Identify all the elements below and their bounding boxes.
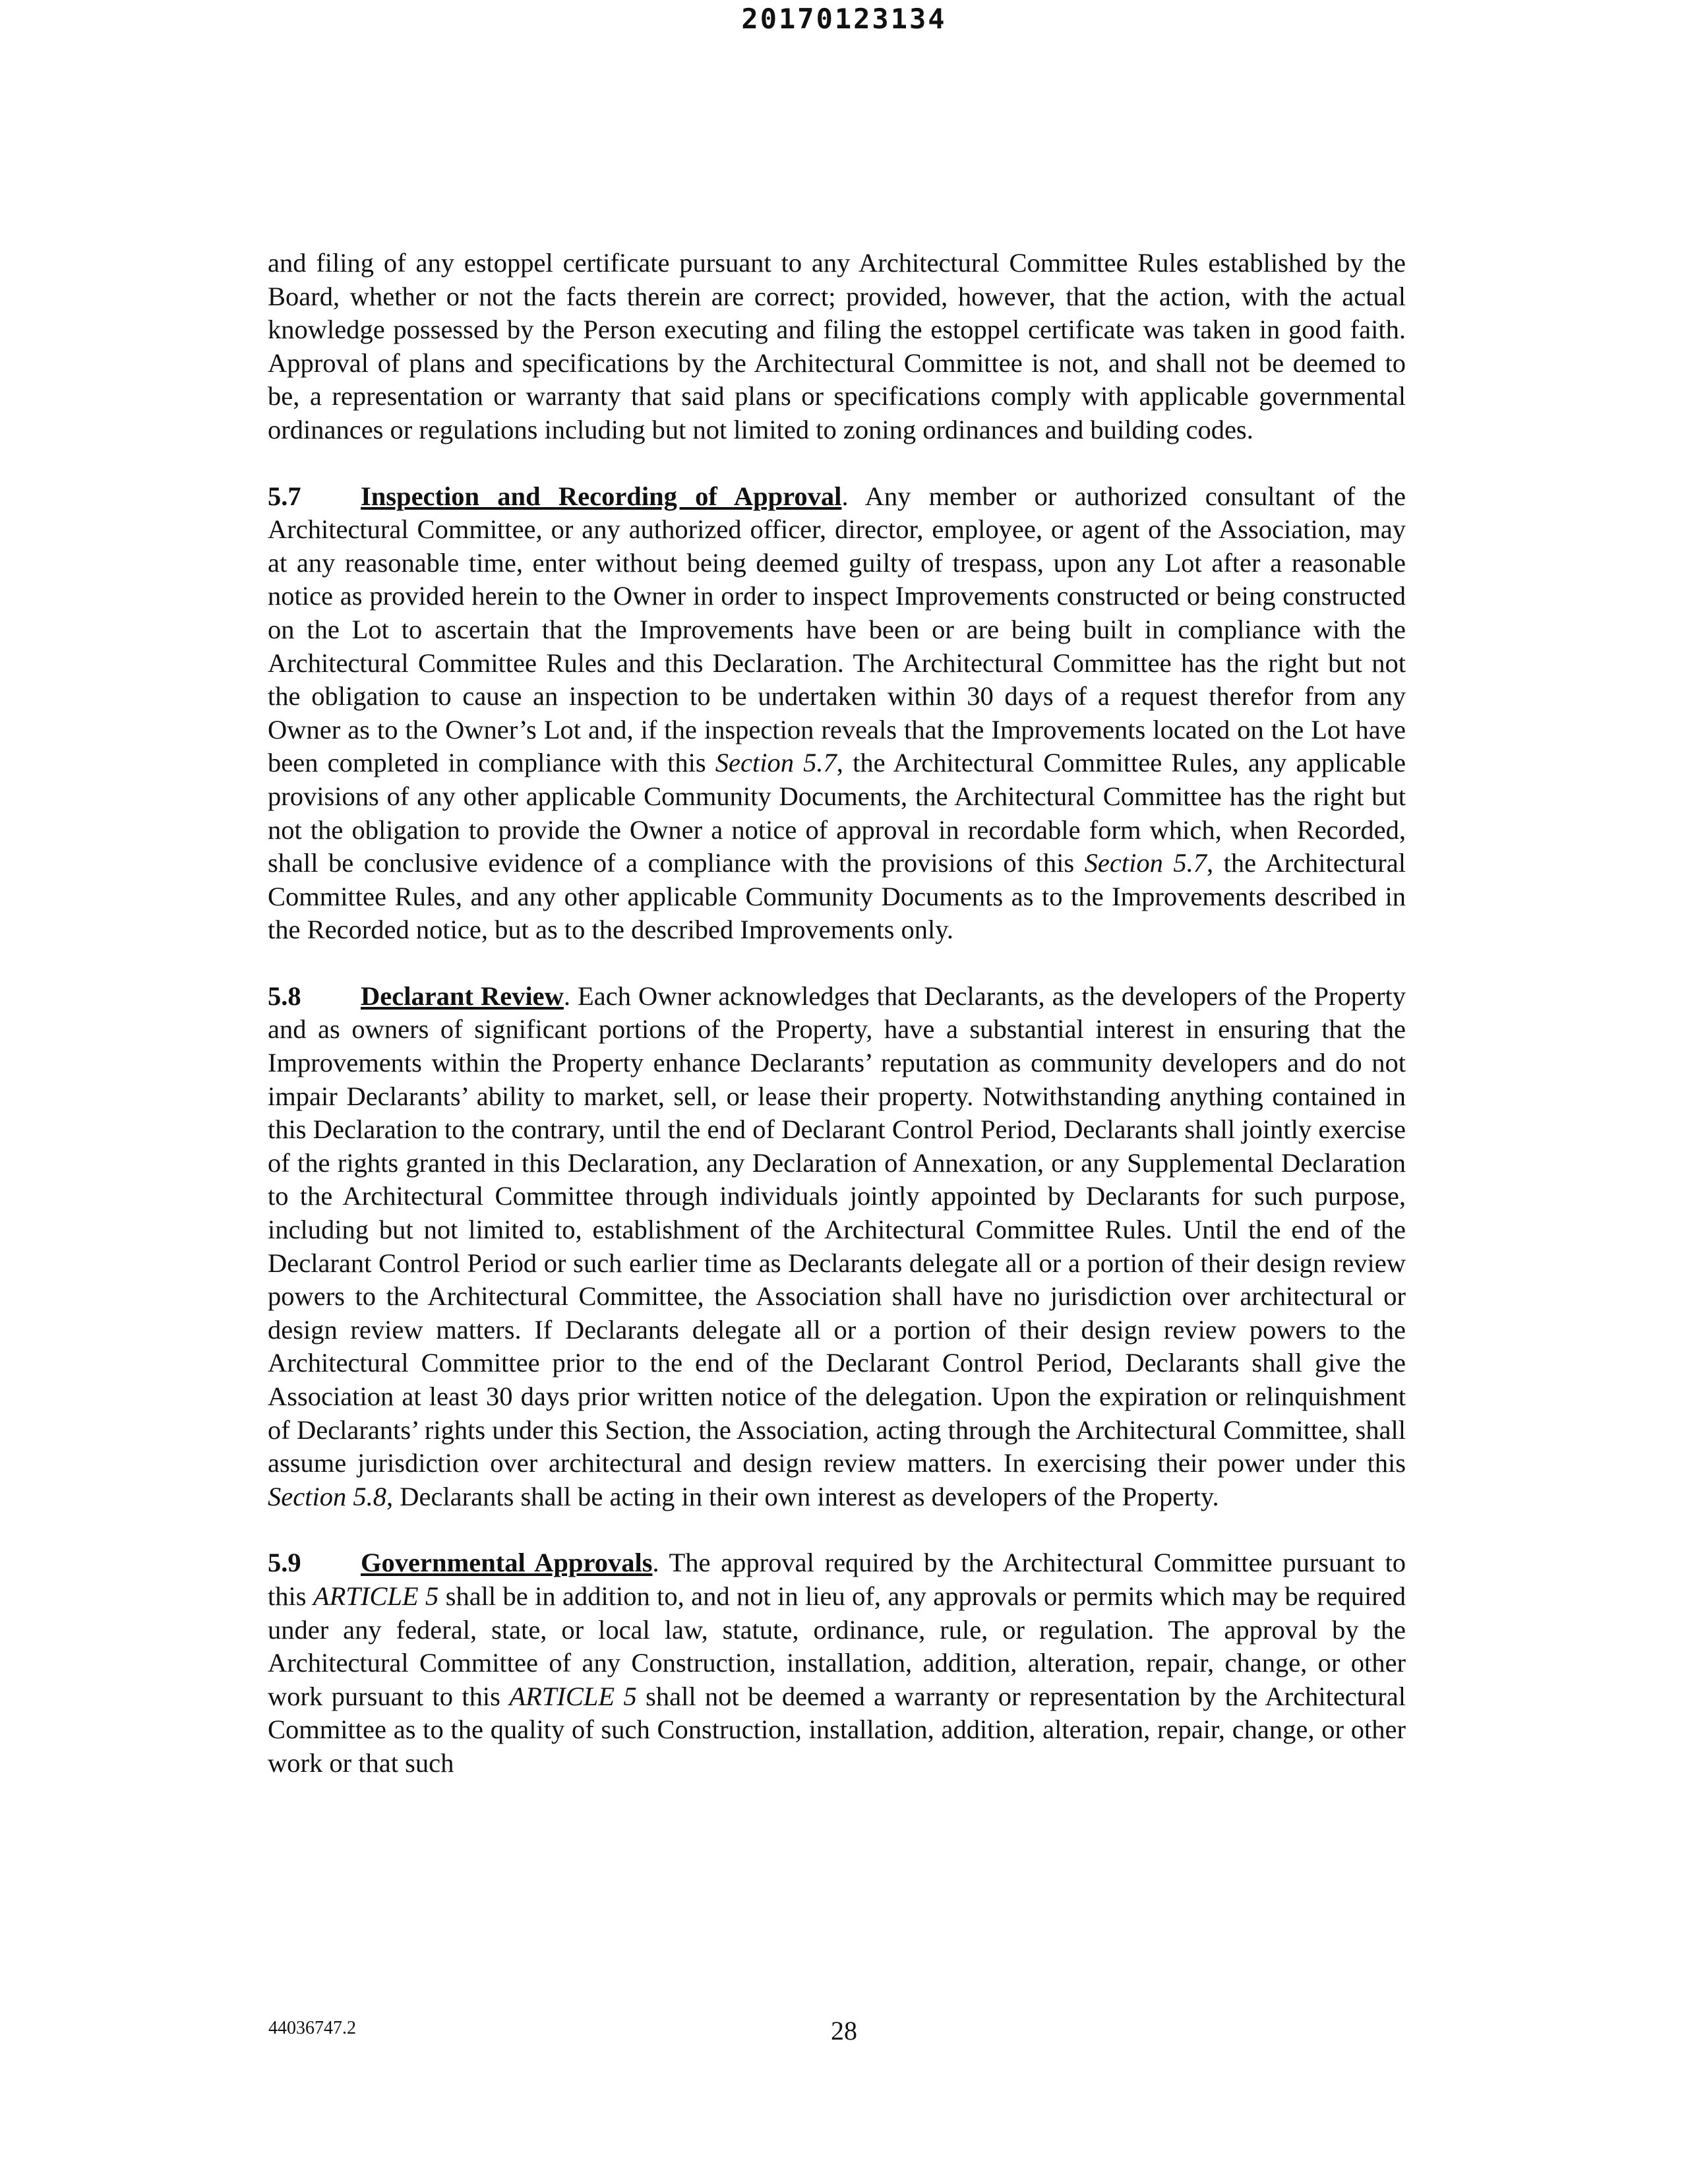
continuation-paragraph: and filing of any estoppel certificate pursuant to any Architectural Committee Rules established by the Board, whether or not the facts therein are correct; provided, however, that the action, with the actual knowledge possessed by the Person executing and filing the estoppel certificate was taken in good faith. Approval of plans and specifications by the Architectural Committee is not, and shall not be deemed to be, a representation or warranty that said plans or specifications comply with applicable governmental ordinances or regulations including but not limited to zoning ordinances and building codes. [268,248,1406,444]
section-5-8 [268,980,1406,1514]
section-reference: Section 5.7 [715,748,837,778]
document-body [268,247,1406,1813]
section-title: Inspection and Recording of Approval [361,481,842,511]
section-text: . Any member or authorized consultant of the Architectural Committee, or any authorized officer, director, employee, or agent of the Association, may at any reasonable time, enter without being deemed guilty of trespass, upon any Lot after a reasonable notice as provided herein to the Owner in order to inspect Improvements constructed or being constructed on the Lot to ascertain that the Improvements have been or are being built in compliance with the Architectural Committee Rules and this Declaration. The Architectural Committee has the right but not the obligation to cause an inspection to be undertaken within 30 days of a request therefor from any Owner as to the Owner’s Lot and, if the inspection reveals that the Improvements located on the Lot have been completed in compliance with this [268,481,1406,778]
section-reference: Section 5.8 [268,1481,386,1511]
section-text: . Each Owner acknowledges that Declarants, as the developers of the Property and as owners of significant portions of the Property, have a substantial interest in ensuring that the Improvements within the Property enhance Declarants’ reputation as community developers and do not impair Declarants’ ability to market, sell, or lease their property. Notwithstanding anything contained in this Declaration to the contrary, until the end of Declarant Control Period, Declarants shall jointly exercise of the rights granted in this Declaration, any Declaration of Annexation, or any Supplemental Declaration to the Architectural Committee through individuals jointly appointed by Declarants for such purpose, including but not limited to, establishment of the Architectural Committee Rules. Until the end of the Declarant Control Period or such earlier time as Declarants delegate all or a portion of their design review powers to the Architectural Committee, the Association shall have no jurisdiction over architectural or design review matters. If Declarants delegate all or a portion of their design review powers to the Architectural Committee prior to the end of the Declarant Control Period, Declarants shall give the Association at least 30 days prior written notice of the delegation. Upon the expiration or relinquishment of Declarants’ rights under this Section, the Association, acting through the Architectural Committee, shall assume jurisdiction over architectural and design review matters. In exercising their power under this [268,981,1406,1478]
recording-number: 20170123134 [741,3,947,35]
section-5-9 [268,1546,1406,1780]
page-number: 28 [831,2016,857,2046]
section-title: Declarant Review [361,981,564,1011]
footer-document-id: 44036747.2 [268,2018,356,2038]
section-text: shall be in addition to, and not in lieu of, any approvals or permits which may be required under any federal, state, or local law, statute, ordinance, rule, or regulation. The approval by the Architectural Committee of any Construction, installation, addition, alteration, repair, change, or other work pursuant to this [268,1581,1406,1711]
section-5-7 [268,480,1406,947]
section-text: shall not be deemed a warranty or representation by the Architectural Committee as to the quality of such Construction, installation, addition, alteration, repair, change, or other work or that such [268,1681,1406,1778]
section-text: . The approval required by the Architectural Committee pursuant to this [268,1548,1406,1611]
section-number: 5.9 [268,1548,301,1578]
section-text: , the Architectural Committee Rules, any applicable provisions of any other applicable Community Documents, the Architectural Committee has the right but not the obligation to provide the Owner a notice of approval in recordable form which, when Recorded, shall be conclusive evidence of a compliance with the provisions of this [268,748,1406,878]
section-number: 5.8 [268,981,301,1011]
section-reference: ARTICLE 5 [313,1581,439,1611]
section-reference: Section 5.7 [1084,848,1207,878]
section-text: , Declarants shall be acting in their own interest as developers of the Property. [386,1481,1219,1511]
section-number: 5.7 [268,481,301,511]
section-title: Governmental Approvals [361,1548,653,1578]
section-text: , the Architectural Committee Rules, and any other applicable Community Documents as to the Improvements described in the Recorded notice, but as to the described Improvements only. [268,848,1406,945]
section-reference: ARTICLE 5 [509,1681,637,1711]
